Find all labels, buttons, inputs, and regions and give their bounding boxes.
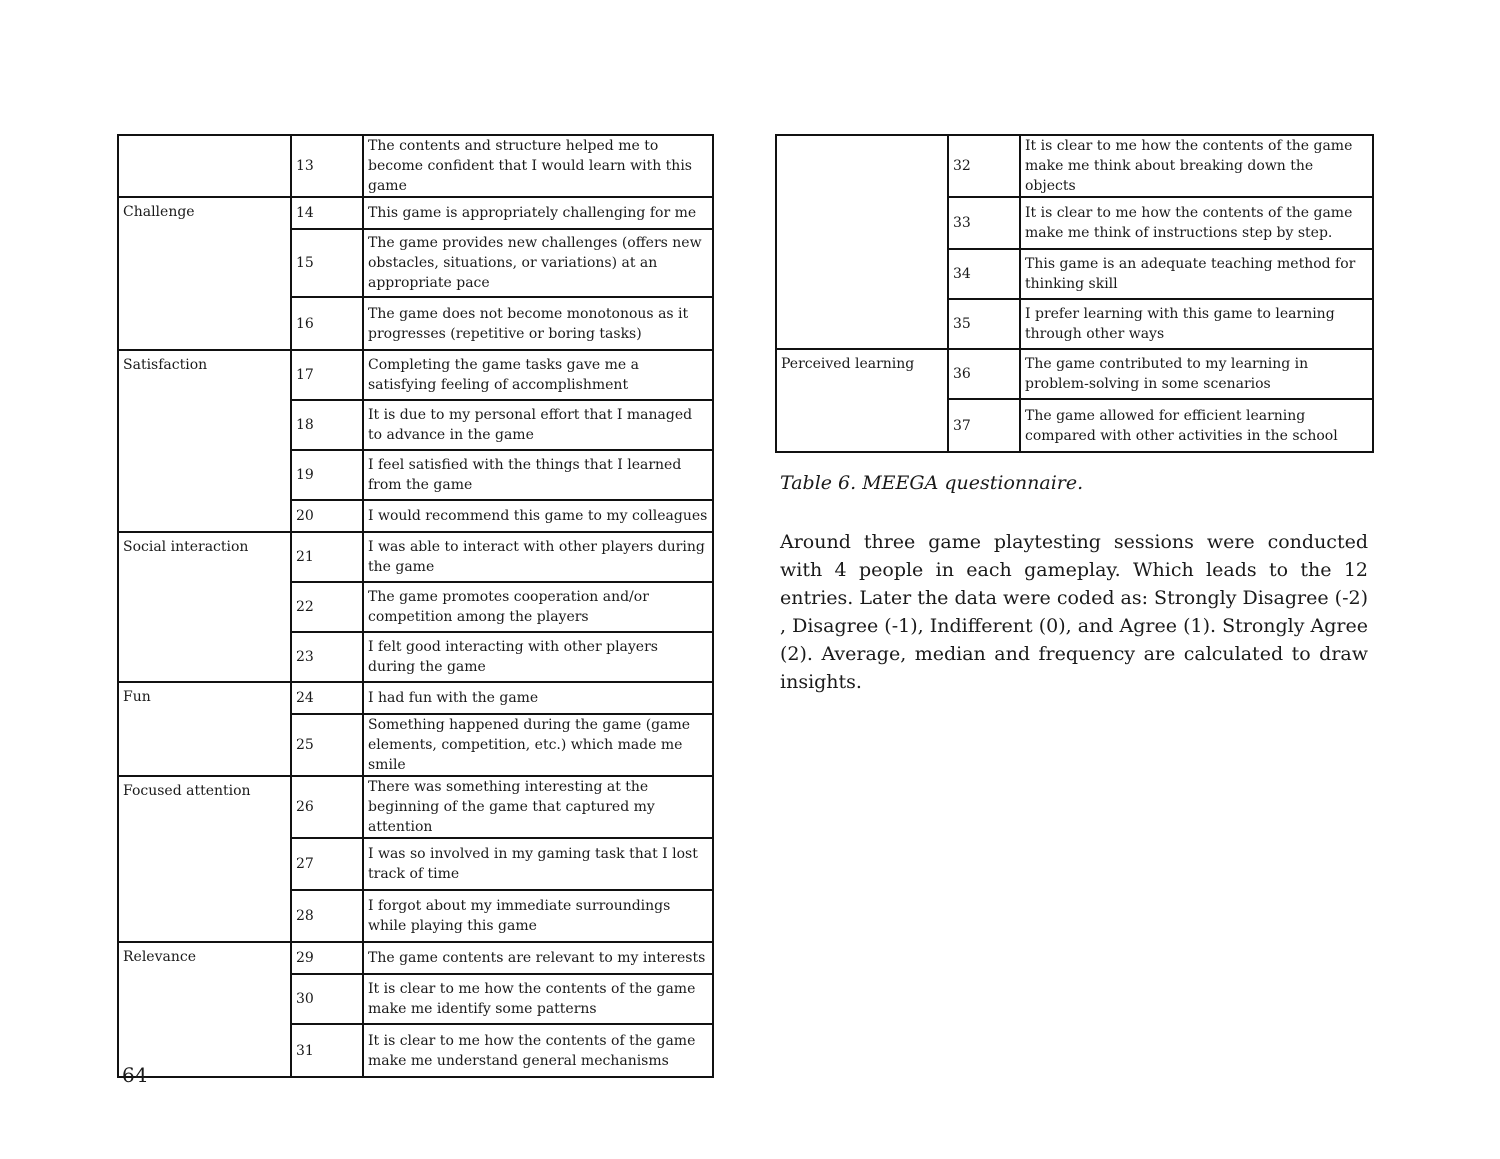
item-number: 15 [291, 229, 363, 297]
item-statement: I felt good interacting with other players during the game [363, 632, 713, 682]
item-statement: The game allowed for efficient learning compared with other activities in the school [1020, 399, 1373, 452]
item-number: 30 [291, 974, 363, 1024]
item-number: 25 [291, 714, 363, 776]
item-statement: I was able to interact with other players during the game [363, 532, 713, 582]
table-row [118, 350, 713, 400]
item-number: 28 [291, 890, 363, 942]
item-number: 32 [948, 135, 1020, 197]
item-statement: The game contributed to my learning in problem-solving in some scenarios [1020, 349, 1373, 399]
category-cell: Relevance [118, 942, 291, 1077]
category-cell [776, 135, 948, 349]
table-row [776, 135, 1373, 197]
item-number: 19 [291, 450, 363, 500]
item-statement: I forgot about my immediate surroundings while playing this game [363, 890, 713, 942]
item-statement: It is clear to me how the contents of the game make me think of instructions step by step. [1020, 197, 1373, 249]
item-number: 24 [291, 682, 363, 714]
table-row [118, 532, 713, 582]
category-cell: Satisfaction [118, 350, 291, 532]
table-caption: Table 6. MEEGA questionnaire. [780, 472, 1084, 494]
item-statement: Completing the game tasks gave me a satisfying feeling of accomplishment [363, 350, 713, 400]
table-row [776, 349, 1373, 399]
item-number: 18 [291, 400, 363, 450]
table-row [118, 942, 713, 974]
meega-table-left [117, 134, 714, 1078]
category-cell: Social interaction [118, 532, 291, 682]
item-statement: It is clear to me how the contents of the game make me identify some patterns [363, 974, 713, 1024]
item-number: 14 [291, 197, 363, 229]
table-row [118, 135, 713, 197]
meega-table-right-body [776, 135, 1373, 452]
item-number: 29 [291, 942, 363, 974]
category-cell: Perceived learning [776, 349, 948, 452]
item-statement: It is due to my personal effort that I managed to advance in the game [363, 400, 713, 450]
meega-table-left-body [118, 135, 713, 1077]
item-statement: I had fun with the game [363, 682, 713, 714]
item-statement: The contents and structure helped me to become confident that I would learn with this game [363, 135, 713, 197]
item-number: 36 [948, 349, 1020, 399]
item-statement: The game contents are relevant to my interests [363, 942, 713, 974]
item-statement: I prefer learning with this game to learning through other ways [1020, 299, 1373, 349]
item-number: 20 [291, 500, 363, 532]
item-number: 33 [948, 197, 1020, 249]
item-number: 27 [291, 838, 363, 890]
table-row [118, 682, 713, 714]
item-number: 21 [291, 532, 363, 582]
category-cell: Challenge [118, 197, 291, 350]
item-statement: The game provides new challenges (offers new obstacles, situations, or variations) at an appropriate pace [363, 229, 713, 297]
item-number: 23 [291, 632, 363, 682]
item-number: 22 [291, 582, 363, 632]
body-paragraph: Around three game playtesting sessions were conducted with 4 people in each gameplay. Which leads to the 12 entries. Later the data were coded as: Strongly Disagree (-2) , Disagree (-1), Indifferent (0), and Agree (1). Strongly Agree (2). Average, median and frequency are calculated to draw insights. [780, 531, 1368, 693]
item-number: 16 [291, 297, 363, 350]
item-number: 17 [291, 350, 363, 400]
category-cell: Focused attention [118, 776, 291, 942]
category-cell: Fun [118, 682, 291, 776]
item-number: 31 [291, 1024, 363, 1077]
item-number: 35 [948, 299, 1020, 349]
item-statement: I would recommend this game to my colleagues [363, 500, 713, 532]
item-statement: I was so involved in my gaming task that I lost track of time [363, 838, 713, 890]
item-statement: It is clear to me how the contents of the game make me understand general mechanisms [363, 1024, 713, 1077]
item-statement: The game promotes cooperation and/or competition among the players [363, 582, 713, 632]
item-statement: It is clear to me how the contents of the game make me think about breaking down the objects [1020, 135, 1373, 197]
item-number: 13 [291, 135, 363, 197]
item-statement: Something happened during the game (game elements, competition, etc.) which made me smile [363, 714, 713, 776]
item-statement: There was something interesting at the beginning of the game that captured my attention [363, 776, 713, 838]
item-number: 26 [291, 776, 363, 838]
item-number: 37 [948, 399, 1020, 452]
table-row [118, 197, 713, 229]
item-statement: This game is appropriately challenging for me [363, 197, 713, 229]
page-number: 64 [122, 1063, 148, 1087]
item-statement: The game does not become monotonous as it progresses (repetitive or boring tasks) [363, 297, 713, 350]
item-statement: This game is an adequate teaching method for thinking skill [1020, 249, 1373, 299]
meega-table-right [775, 134, 1374, 453]
item-number: 34 [948, 249, 1020, 299]
item-statement: I feel satisfied with the things that I learned from the game [363, 450, 713, 500]
table-row [118, 776, 713, 838]
category-cell [118, 135, 291, 197]
